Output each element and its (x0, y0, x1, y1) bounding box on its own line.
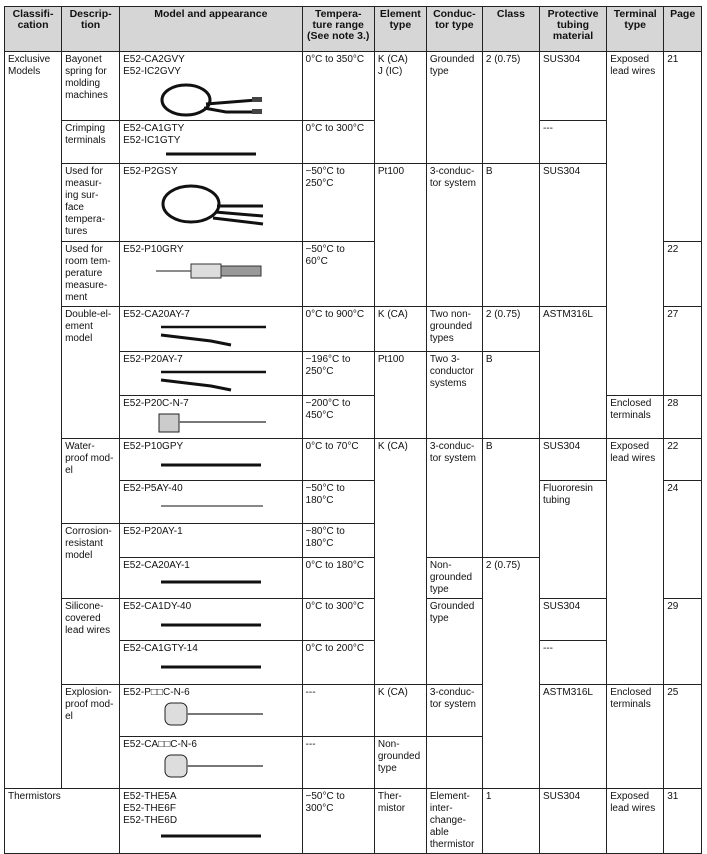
model-cell (120, 439, 302, 481)
terminal-cell: Exposed lead wires (607, 789, 664, 854)
temperature-cell: −200°C to 450°C (302, 396, 374, 439)
fluororesin-sensor-image (151, 495, 271, 517)
col-header-classification: Classifi- cation (5, 7, 62, 52)
model-cell (120, 599, 302, 641)
description-cell: Bayonet spring for molding machines (62, 52, 120, 121)
conductor-cell: Non- grounded type (426, 558, 482, 599)
temperature-cell: 0°C to 350°C (302, 52, 374, 121)
conductor-cell: 3-conduc- tor system (426, 439, 482, 558)
description-cell: Silicone- covered lead wires (62, 599, 120, 685)
classification-cell: Exclusive Models (5, 52, 62, 789)
element-cell: K (CA) (374, 439, 426, 685)
model-name: E52-CA20AY-1 (123, 560, 190, 571)
class-cell: 2 (0.75) (482, 52, 539, 164)
terminal-cell: Exposed lead wires (607, 52, 664, 396)
model-name: E52-CA1GTY-14 (123, 643, 198, 654)
conductor-cell: 3-conduc- tor system (426, 164, 482, 307)
waterproof-sensor-image (151, 453, 271, 477)
model-cell (120, 396, 302, 439)
page-cell: 21 (664, 52, 702, 242)
terminal-cell: Enclosed terminals (607, 685, 664, 789)
temperature-cell: −80°C to 180°C (302, 524, 374, 558)
surface-sensor-image (151, 178, 271, 228)
class-cell: B (482, 352, 539, 439)
class-cell: B (482, 439, 539, 558)
model-name: E52-CA1GTY E52-IC1GTY (123, 123, 185, 146)
coiled-thermocouple-image (156, 78, 266, 118)
element-cell: K (CA) (374, 685, 426, 737)
conductor-cell: Grounded type (426, 52, 482, 164)
thermocouple-image (156, 147, 266, 161)
model-cell (120, 737, 302, 789)
model-name: E52-P10GPY (123, 441, 184, 452)
temperature-cell: 0°C to 180°C (302, 558, 374, 599)
temperature-cell: −50°C to 180°C (302, 481, 374, 524)
tubing-cell: SUS304 (539, 164, 606, 307)
temperature-cell: 0°C to 300°C (302, 599, 374, 641)
explosion-proof-head-image (151, 699, 271, 729)
table-row (5, 121, 702, 164)
element-cell: Pt100 (374, 164, 426, 307)
col-header-page: Page (664, 7, 702, 52)
model-name: E52-THE5A E52-THE6F E52-THE6D (123, 791, 178, 826)
col-header-conductor: Conduc- tor type (426, 7, 482, 52)
temperature-cell: --- (302, 685, 374, 737)
model-name: E52-P10GRY (123, 244, 184, 255)
model-cell (120, 352, 302, 396)
model-cell (120, 307, 302, 352)
description-cell: Used for measur- ing sur- face tempera- tures (62, 164, 120, 242)
description-cell: Explosion- proof mod- el (62, 685, 120, 789)
conductor-cell: Non- grounded type (374, 737, 426, 789)
silicone-sensor-image (151, 613, 271, 637)
model-cell (120, 242, 302, 307)
double-element-image (151, 321, 271, 349)
model-cell (120, 685, 302, 737)
thermistor-image (151, 827, 271, 845)
model-cell (120, 641, 302, 685)
temperature-cell: 0°C to 300°C (302, 121, 374, 164)
col-header-temperature: Tempera- ture range (See note 3.) (302, 7, 374, 52)
table-row (5, 685, 702, 737)
tubing-cell: --- (539, 121, 606, 164)
temperature-cell: −50°C to 300°C (302, 789, 374, 854)
element-cell: K (CA) J (IC) (374, 52, 426, 164)
element-cell: K (CA) (374, 307, 426, 352)
room-sensor-image (151, 256, 271, 286)
col-header-model: Model and appearance (120, 7, 302, 52)
class-cell: 2 (0.75) (482, 558, 539, 789)
conductor-cell: 3-conduc- tor system (426, 685, 482, 737)
temperature-cell: −50°C to 250°C (302, 164, 374, 242)
silicone-sensor-image (151, 655, 271, 679)
conductor-cell: Two non- grounded types (426, 307, 482, 352)
conductor-cell: Grounded type (426, 599, 482, 685)
description-cell: Corrosion- resistant model (62, 524, 120, 599)
element-cell: Pt100 (374, 352, 426, 439)
corrosion-sensor-image (151, 572, 271, 592)
page-cell: 25 (664, 685, 702, 789)
tubing-cell: SUS304 (539, 439, 606, 481)
description-cell: Crimping terminals (62, 121, 120, 164)
explosion-proof-head-image (151, 751, 271, 781)
temperature-cell: --- (302, 737, 374, 789)
model-name: E52-CA□□C-N-6 (123, 739, 197, 750)
description-cell: Water- proof mod- el (62, 439, 120, 524)
table-row (5, 307, 702, 352)
terminal-cell: Exposed lead wires (607, 439, 664, 685)
model-cell (120, 558, 302, 599)
tubing-cell: ASTM316L (539, 685, 606, 789)
col-header-class: Class (482, 7, 539, 52)
temperature-cell: −196°C to 250°C (302, 352, 374, 396)
enclosed-terminal-image (151, 410, 271, 436)
tubing-cell: --- (539, 641, 606, 685)
class-cell: 1 (482, 789, 539, 854)
conductor-cell: Two 3- conductor systems (426, 352, 482, 439)
model-name: E52-P5AY-40 (123, 483, 183, 494)
page-cell: 29 (664, 599, 702, 685)
model-name: E52-P□□C-N-6 (123, 687, 190, 698)
model-name: E52-P2GSY (123, 166, 178, 177)
temperature-cell: 0°C to 70°C (302, 439, 374, 481)
model-name: E52-P20AY-7 (123, 354, 183, 365)
table-row (5, 439, 702, 481)
classification-cell: Thermistors (5, 789, 120, 854)
tubing-cell: SUS304 (539, 599, 606, 641)
model-cell (120, 52, 302, 121)
col-header-tubing: Protective tubing material (539, 7, 606, 52)
col-header-element: Element type (374, 7, 426, 52)
double-element-image (151, 366, 271, 392)
tubing-cell: SUS304 (539, 52, 606, 121)
page-cell: 31 (664, 789, 702, 854)
col-header-terminal: Terminal type (607, 7, 664, 52)
model-cell (120, 524, 302, 558)
temperature-cell: 0°C to 900°C (302, 307, 374, 352)
model-cell (120, 481, 302, 524)
header-row (5, 7, 702, 52)
page-cell: 24 (664, 481, 702, 599)
tubing-cell: ASTM316L (539, 307, 606, 439)
class-cell: 2 (0.75) (482, 307, 539, 352)
page-cell: 27 (664, 307, 702, 396)
model-cell (120, 121, 302, 164)
table-row (5, 789, 702, 854)
table-row (5, 52, 702, 121)
class-cell: B (482, 164, 539, 307)
page-cell: 22 (664, 242, 702, 307)
tubing-cell: SUS304 (539, 789, 606, 854)
model-name: E52-CA2GVY E52-IC2GVY (123, 54, 185, 77)
terminal-cell: Enclosed terminals (607, 396, 664, 439)
tubing-cell: Fluororesin tubing (539, 481, 606, 599)
model-name: E52-CA1DY-40 (123, 601, 192, 612)
model-name: E52-P20AY-1 (123, 526, 183, 537)
col-header-description: Descrip- tion (62, 7, 120, 52)
page-cell: 22 (664, 439, 702, 481)
table-row (5, 599, 702, 641)
page-cell: 28 (664, 396, 702, 439)
temperature-cell: 0°C to 200°C (302, 641, 374, 685)
model-cell (120, 164, 302, 242)
element-cell: Ther- mistor (374, 789, 426, 854)
model-name: E52-P20C-N-7 (123, 398, 189, 409)
model-cell (120, 789, 302, 854)
description-cell: Double-el- ement model (62, 307, 120, 439)
description-cell: Used for room tem- perature measure- ment (62, 242, 120, 307)
table-row (5, 164, 702, 242)
model-name: E52-CA20AY-7 (123, 309, 190, 320)
temperature-cell: −50°C to 60°C (302, 242, 374, 307)
conductor-cell: Element- inter- change- able thermistor (426, 789, 482, 854)
thermocouple-selection-table (4, 6, 702, 854)
